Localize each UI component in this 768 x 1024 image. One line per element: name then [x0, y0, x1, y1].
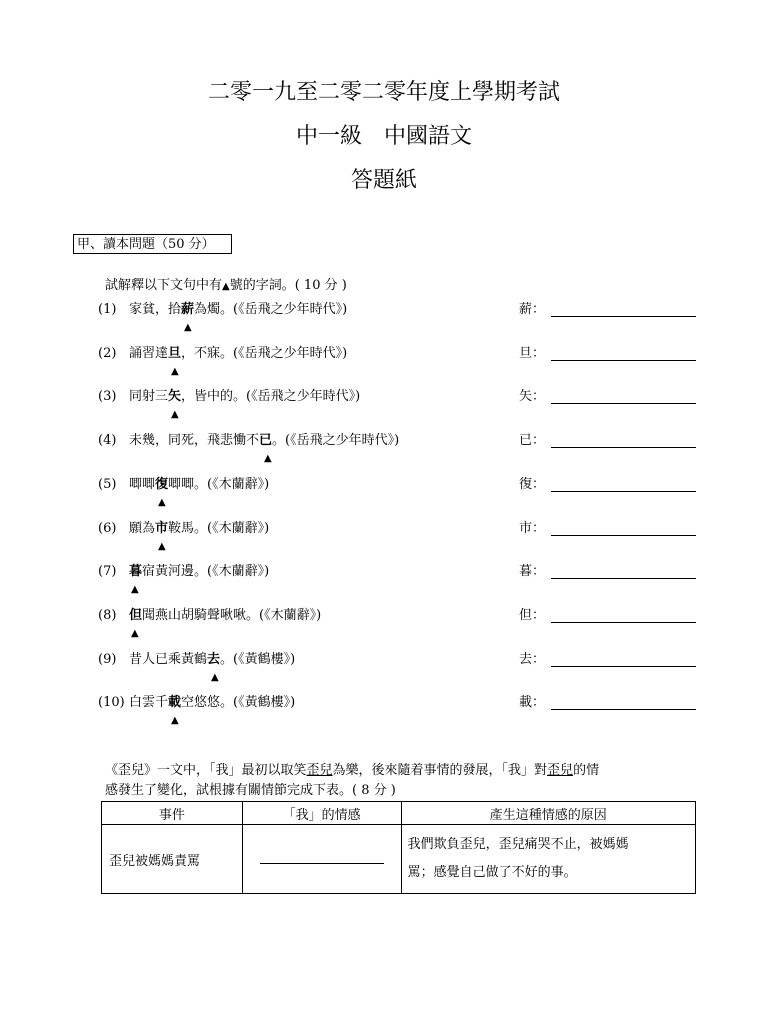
key-character: 市	[155, 521, 169, 536]
key-character: 已	[259, 433, 273, 448]
answer-label: 去：	[519, 652, 546, 667]
question-text-pre: 白雲千	[129, 695, 169, 710]
q2-underlined-name: 歪兒	[547, 763, 574, 778]
question-text	[129, 522, 269, 535]
question-number: (4)	[98, 433, 117, 448]
triangle-marker-icon: ▲	[158, 541, 166, 552]
question-text	[129, 653, 295, 666]
answer-label: 旦：	[519, 346, 546, 361]
table-cell-reason	[401, 825, 695, 894]
question-text-post: ，皆中的。(《岳飛之少年時代》)	[181, 389, 361, 404]
triangle-marker-icon: ▲	[184, 322, 192, 333]
question-text-post: 宿黃河邊。(《木蘭辭》)	[142, 564, 270, 579]
answer-label: 復：	[519, 477, 546, 492]
table-cell-event: 歪兒被媽媽責罵	[102, 825, 243, 894]
answer-line[interactable]	[551, 622, 696, 623]
question-text-pre: 家貧，拾	[129, 302, 182, 317]
question-text	[129, 609, 321, 622]
answer-line[interactable]	[551, 403, 696, 404]
triangle-marker-icon: ▲	[171, 366, 179, 377]
table-header-reason: 產生這種情感的原因	[401, 802, 695, 825]
question-number: (6)	[98, 521, 117, 536]
answer-line[interactable]	[551, 447, 696, 448]
answer-line[interactable]	[551, 535, 696, 536]
triangle-marker-icon: ▲	[171, 409, 179, 420]
key-character: 復	[155, 477, 169, 492]
triangle-marker-icon: ▲	[131, 584, 139, 595]
triangle-marker-icon: ▲	[264, 453, 272, 464]
question-number: (7)	[98, 564, 117, 579]
answer-line[interactable]	[551, 316, 696, 317]
question-text-post: 聞燕山胡騎聲啾啾。(《木蘭辭》)	[142, 608, 322, 623]
question-text-post: 。(《黃鶴樓》)	[220, 652, 296, 667]
key-character: 載	[168, 695, 182, 710]
q2-instruction-line1	[105, 764, 705, 777]
question-text-post: 鞍馬。(《木蘭辭》)	[168, 521, 270, 536]
question-text-pre: 同射三	[129, 389, 169, 404]
key-character: 但	[129, 608, 143, 623]
key-character: 去	[207, 652, 221, 667]
question-number: (2)	[98, 346, 117, 361]
q2-instruction-line2: 感發生了變化，試根據有關情節完成下表。( 8 分 )	[105, 783, 396, 798]
answer-line[interactable]	[551, 666, 696, 667]
triangle-marker-icon: ▲	[222, 281, 230, 292]
answer-label: 市：	[519, 521, 546, 536]
question-text	[129, 303, 347, 316]
question-text	[129, 434, 399, 447]
answer-label: 已：	[519, 433, 546, 448]
question-number: (8)	[98, 608, 117, 623]
answer-label: 矢：	[519, 389, 546, 404]
question-text	[129, 390, 360, 403]
table-cell-emotion	[242, 825, 401, 894]
question-text-pre: 唧唧	[129, 477, 156, 492]
question-text-post: 唧唧。(《木蘭辭》)	[168, 477, 270, 492]
reason-line-2: 罵；感覺自己做了不好的事。	[407, 865, 577, 880]
question-text	[129, 478, 269, 491]
triangle-marker-icon: ▲	[211, 672, 219, 683]
question-text-pre: 誦習達	[129, 346, 169, 361]
answer-line[interactable]	[551, 709, 696, 710]
reason-line-1: 我們欺負歪兒，歪兒痛哭不止，被媽媽	[407, 837, 629, 852]
answer-sheet-title: 答題紙	[350, 168, 417, 193]
question-text-post: ，不寐。(《岳飛之少年時代》)	[181, 346, 348, 361]
question-text-pre: 昔人已乘黃鶴	[129, 652, 208, 667]
instruction-post: 號的字詞。( 10 分 )	[229, 278, 347, 293]
question-text-pre: 願為	[129, 521, 156, 536]
question-number: (9)	[98, 652, 117, 667]
answer-label: 載：	[519, 695, 546, 710]
answer-label: 薪：	[519, 302, 546, 317]
q2-text: 為樂，後來隨着事情的發展，「我」對	[332, 763, 548, 778]
table-header-emotion: 「我」的情感	[242, 802, 401, 825]
triangle-marker-icon: ▲	[158, 497, 166, 508]
exam-subtitle: 中一級 中國語文	[295, 124, 472, 149]
answer-line[interactable]	[551, 360, 696, 361]
question-text	[129, 696, 295, 709]
answer-label: 但：	[519, 608, 546, 623]
question-text-post: 為燭。(《岳飛之少年時代》)	[194, 302, 348, 317]
question-text-post: 。(《岳飛之少年時代》)	[272, 433, 400, 448]
q2-text: 《歪兒》一文中，「我」最初以取笑	[105, 763, 307, 778]
q1-instruction	[105, 279, 347, 292]
instruction-pre: 試解釋以下文句中有	[105, 278, 223, 293]
q2-text: 的情	[573, 763, 600, 778]
triangle-marker-icon: ▲	[171, 715, 179, 726]
answer-label: 暮：	[519, 564, 546, 579]
question-number: (10)	[98, 695, 125, 710]
answer-line[interactable]	[551, 491, 696, 492]
question-text-post: 空悠悠。(《黃鶴樓》)	[181, 695, 296, 710]
question-text	[129, 565, 269, 578]
section-heading: 甲、讀本問題（50 分）	[73, 234, 232, 254]
question-number: (3)	[98, 389, 117, 404]
answer-line[interactable]	[551, 578, 696, 579]
key-character: 旦	[168, 346, 182, 361]
q2-underlined-name: 歪兒	[306, 763, 333, 778]
key-character: 矢	[168, 389, 182, 404]
key-character: 薪	[181, 302, 195, 317]
table-header-event: 事件	[102, 802, 243, 825]
question-text-pre: 未幾，同死，飛悲慟不	[129, 433, 260, 448]
key-character: 暮	[129, 564, 143, 579]
exam-title: 二零一九至二零二零年度上學期考試	[207, 80, 560, 105]
question-number: (5)	[98, 477, 117, 492]
emotion-answer-line[interactable]	[260, 863, 384, 864]
emotion-table	[101, 801, 696, 894]
question-number: (1)	[98, 302, 117, 317]
triangle-marker-icon: ▲	[131, 628, 139, 639]
question-text	[129, 347, 347, 360]
